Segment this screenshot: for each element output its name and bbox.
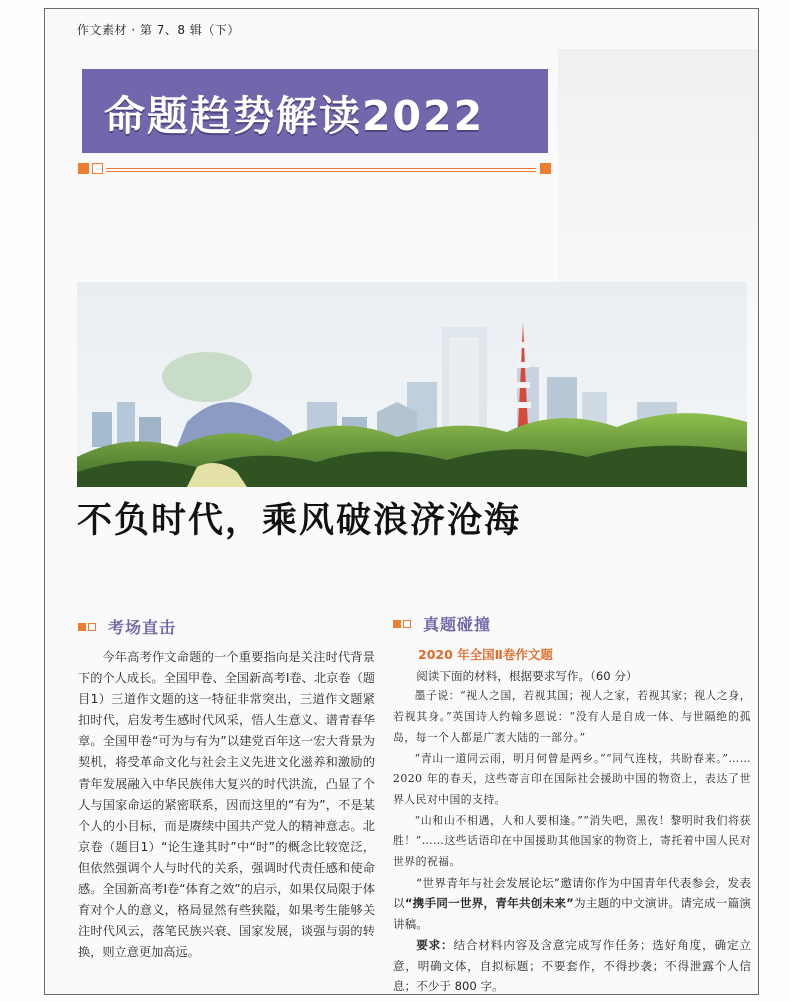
outline-square-icon — [92, 163, 103, 174]
material-quote-2: “青山一道同云雨，明月何曾是两乡。”“同气连枝，共盼春来。”……2020 年的春天，这些寄言印在国际社会援助中国的物资上，表达了世界人民对中国的支持。 — [393, 751, 751, 806]
banner-title: 命题趋势解读2022 — [104, 92, 485, 140]
requirements-label: 要求： — [416, 937, 454, 952]
left-column — [78, 647, 375, 963]
left-paragraph: 今年高考作文命题的一个重要指向是关注时代背景下的个人成长。全国甲卷、全国新高考Ⅰ卷、北京卷（题目1）三道作文题的这一特征非常突出，三道作文题紧扣时代，启发考生感时代风采，悟人生意义、谱青春华章。全国甲卷“可为与有为”以建党百年这一宏大背景为契机，将受革命文化与社会主义先进文化滋养和激励的青年发展融入中华民族伟大复兴的时代洪流，凸显了个人与国家命运的紧密联系，因而这里的“有为”，不是某个人的小目标，而是赓续中国共产党人的精神意志。北京卷（题目1）“论生逢其时”中“时”的概念比较宽泛，但依然强调个人与时代的关系，强调时代责任感和使命感。全国新高考Ⅰ卷“体育之效”的启示，如果仅局限于体育对个人的意义，格局显然有些狭隘，如果考生能够关注时代风云，落笔民族兴衰、国家发展，谈强与弱的转换，则立意更加高远。 — [78, 650, 375, 960]
section-heading-left — [78, 615, 176, 638]
question-title: 2020 年全国Ⅱ卷作文题 — [418, 647, 553, 662]
task-theme: “携手同一世界，青年共创未来” — [404, 896, 574, 911]
task-text-after: 为主题的中文演讲。请完成一篇演讲稿。 — [393, 896, 751, 932]
requirements-text: 结合材料内容及含意完成写作任务；选好角度，确定立意，明确文体，自拟标题；不要套作，不得抄袭；不得泄露个人信息；不少于 800 字。 — [393, 937, 751, 994]
cityscape-illustration — [77, 282, 747, 487]
section-title-left: 考场直击 — [108, 618, 177, 637]
section-marker-icon — [393, 617, 417, 631]
orange-square-icon — [540, 163, 551, 174]
section-marker-icon — [78, 620, 102, 634]
running-head: 作文素材 · 第 7、8 辑（下） — [77, 23, 240, 37]
title-banner — [82, 69, 548, 153]
question-instruction: 阅读下面的材料，根据要求写作。（60 分） — [416, 668, 638, 683]
double-line-divider — [106, 168, 536, 172]
bleed-through-shadow — [558, 49, 758, 309]
section-heading-right — [393, 612, 491, 635]
orange-square-icon — [78, 163, 89, 174]
cityscape-svg — [77, 282, 747, 487]
material-quote-3: “山和山不相遇，人和人要相逢。”“消失吧，黑夜！黎明时我们将获胜！”……这些话语印在中国援助其他国家的物资上，寄托着中国人民对世界的祝福。 — [393, 813, 751, 869]
right-column — [393, 645, 751, 995]
section-title-right: 真题碰撞 — [423, 615, 492, 634]
task-statement — [393, 873, 751, 935]
task-text-before: “世界青年与社会发展论坛”邀请你作为中国青年代表参会，发表以 — [393, 875, 751, 911]
decorative-rule — [78, 163, 553, 177]
magazine-page — [44, 8, 759, 995]
article-headline: 不负时代，乘风破浪济沧海 — [77, 501, 522, 541]
material-quote-1: 墨子说：“视人之国，若视其国；视人之家，若视其家；视人之身，若视其身。”英国诗人约翰多恩说：“没有人是自成一体、与世隔绝的孤岛，每一个人都是广袤大陆的一部分。” — [393, 689, 751, 744]
requirements — [393, 935, 751, 995]
